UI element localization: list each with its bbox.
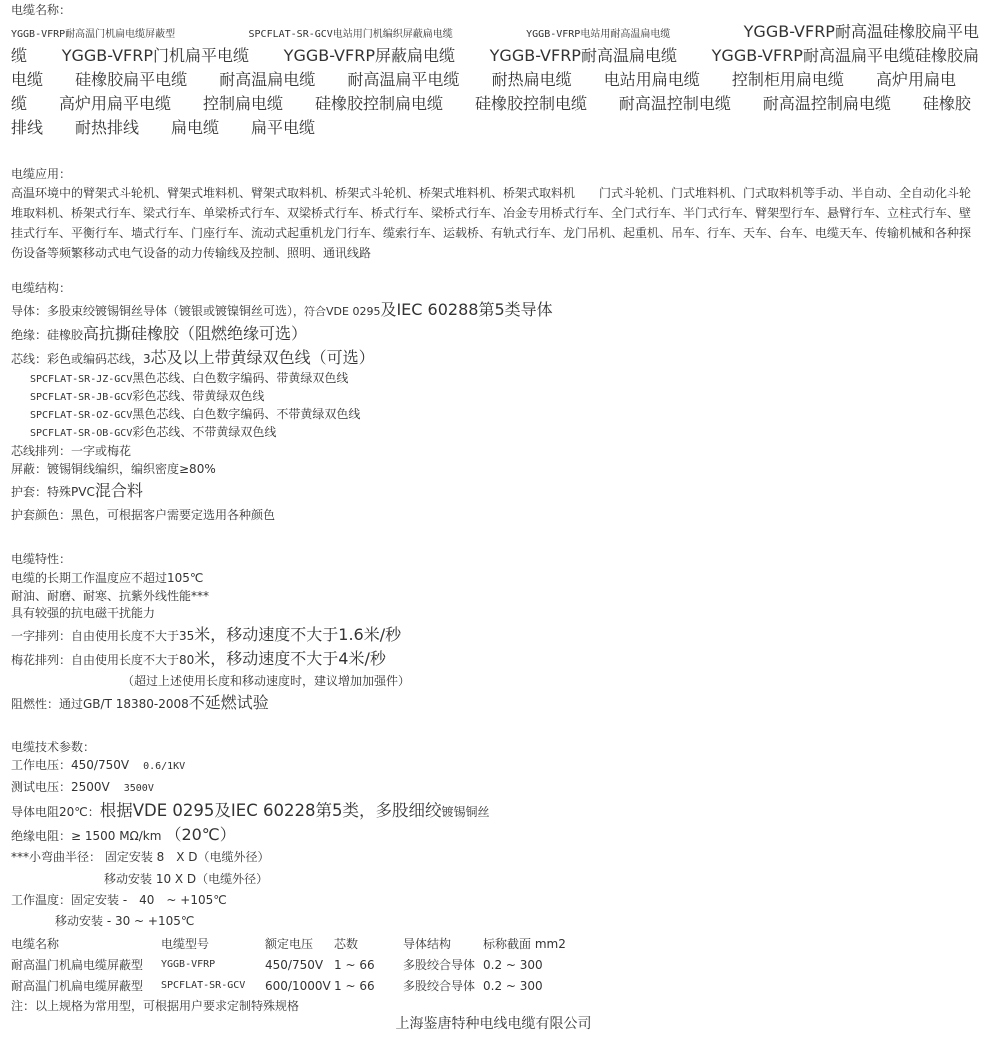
table-cell: 450/750V [265,957,324,972]
section-heading-features: 电缆特性： [11,552,72,566]
table-cell: 多股绞合导体 [403,979,476,993]
keyword-line-2 [11,45,979,67]
keyword: 扁平电缆 [250,118,315,137]
table-header: 导体结构 [403,937,452,951]
working-temp-move: 移动安装 - 30 ~ +105℃ [55,914,195,928]
table-cell: 多股绞合导体 [403,958,476,972]
section-heading-structure: 电缆结构： [11,281,72,295]
table-header: 额定电压 [265,937,314,951]
keyword: YGGB-VFRP耐高温门机扁电缆屏蔽型 [11,29,176,40]
keyword: 硅橡胶控制扁电缆 [314,94,443,113]
section-heading-application: 电缆应用： [11,167,72,181]
keyword: 耐热排线 [74,118,139,137]
table-header: 电缆名称 [11,937,60,951]
table-cell: YGGB-VFRP [161,959,216,970]
core-line [11,347,375,370]
table-cell: 耐高温门机扁电缆屏蔽型 [11,979,144,993]
flat-arrangement-line: 一字排列：自由使用长度不大于35米，移动速度不大于1.6米/秒 [11,625,402,644]
keyword: 电站用扁电缆 [603,70,700,89]
conductor-resistance-line: 导体电阻20℃：根据VDE 0295及IEC 60228第5类，多股细绞镀锡铜丝 [11,801,490,820]
table-cell: SPCFLAT-SR-GCV [161,980,246,991]
core-label: 芯线：彩色或编码芯线，3 [11,352,151,366]
arrangement-line: 芯线排列：一字或梅花 [11,444,132,458]
flame-line: 阻燃性：通过GB/T 18380-2008不延燃试验 [11,693,269,712]
keyword: 排线 [11,118,44,137]
sheath-label: 护套：特殊PVC [11,485,95,499]
keyword-line-5 [11,117,315,139]
table-cell: 1 ~ 66 [334,957,375,972]
table-cell: 1 ~ 66 [334,978,375,993]
table-note: 注：以上规格为常用型，可根据用户要求定制特殊规格 [11,999,300,1013]
conductor-line [11,299,553,323]
keyword-line-4 [11,93,971,115]
keyword: 耐高温控制扁电缆 [762,94,891,113]
model-line: SPCFLAT-SR-OB-GCV彩色芯线、不带黄绿双色线 [30,425,277,439]
keyword: 硅橡胶扁平电缆 [75,70,188,89]
sheath-line [11,480,143,503]
insulation-value: 高抗撕硅橡胶（阻燃绝缘可选） [83,324,308,343]
keyword: 缆 [11,94,28,113]
table-row [11,954,583,975]
keyword: 耐高温扁平电缆 [347,70,460,89]
bend-radius-move: 移动安装 10 X D（电缆外径） [104,872,269,886]
feature-temp: 电缆的长期工作温度应不超过105℃ [11,571,204,585]
keyword: YGGB-VFRP耐高温扁电缆 [489,46,677,65]
keyword: SPCFLAT-SR-GCV电站用门机编织屏蔽扁电缆 [248,29,453,40]
table-cell: 0.2 ~ 300 [483,957,543,972]
keyword: 耐热扁电缆 [491,70,572,89]
shield-line: 屏蔽：镀锡铜线编织，编织密度≥80% [11,462,216,476]
company-name: 上海鉴唐特种电线电缆有限公司 [395,1016,592,1032]
working-temp-line: 工作温度：固定安装 - 40 ~ +105℃ [11,893,227,907]
keyword: 扁电缆 [170,118,219,137]
feature-emi: 具有较强的抗电磁干扰能力 [11,606,156,620]
keyword: 硅橡胶控制电缆 [474,94,587,113]
keyword: YGGB-VFRP耐高温扁平电缆硅橡胶扁 [711,46,979,65]
conductor-class: 及IEC 60288第5类导体 [380,300,553,319]
keyword: YGGB-VFRP耐高温硅橡胶扁平电 [743,22,979,41]
table-header: 电缆型号 [161,937,210,951]
sheath-value: 混合料 [94,481,143,500]
keyword: 控制柜用扁电缆 [731,70,844,89]
keyword: 缆 [11,46,28,65]
conductor-standard: ，符合VDE 0295 [293,305,381,318]
insulation-line [11,323,307,346]
core-value: 芯及以上带黄绿双色线（可选） [150,348,375,367]
plum-arrangement-line: 梅花排列：自由使用长度不大于80米，移动速度不大于4米/秒 [11,649,386,668]
keyword-line-1 [11,21,979,43]
keyword: YGGB-VFRP电站用耐高温扁电缆 [526,29,671,40]
insulation-resistance-line: 绝缘电阻：≥ 1500 MΩ/km （20℃） [11,825,236,844]
table-header: 标称截面 mm2 [483,937,566,951]
keyword: 高炉用扁电 [875,70,956,89]
keyword: 耐高温扁电缆 [219,70,316,89]
keyword: 控制扁电缆 [202,94,283,113]
section-heading-name: 电缆名称： [11,3,72,17]
table-cell: 耐高温门机扁电缆屏蔽型 [11,958,144,972]
feature-note: （超过上述使用长度和移动速度时，建议增加加强件） [122,674,411,688]
voltage-line: 工作电压：450/750V 0.6/1KV [11,758,186,772]
model-line: SPCFLAT-SR-JZ-GCV黑色芯线、白色数字编码、带黄绿双色线 [30,371,349,385]
feature-resist: 耐油、耐磨、耐寒、抗紫外线性能*** [11,589,210,603]
table-header: 芯数 [334,937,359,951]
table-header-row [11,933,583,954]
spec-table [11,933,583,996]
keyword: YGGB-VFRP屏蔽扁电缆 [283,46,455,65]
keyword: 耐高温控制电缆 [618,94,731,113]
keyword: 高炉用扁平电缆 [58,94,171,113]
bend-radius-line: ***小弯曲半径： 固定安装 8 X D（电缆外径） [11,850,270,864]
section-heading-params: 电缆技术参数： [11,740,96,754]
insulation-label: 绝缘：硅橡胶 [11,328,84,342]
table-cell: 0.2 ~ 300 [483,978,543,993]
model-line: SPCFLAT-SR-OZ-GCV黑色芯线、白色数字编码、不带黄绿双色线 [30,407,361,421]
keyword: 电缆 [11,70,44,89]
sheath-color-line: 护套颜色：黑色，可根据客户需要定选用各种颜色 [11,508,276,522]
conductor-label: 导体：多股束绞镀锡铜丝导体（镀银或镀镍铜丝可选） [11,304,294,318]
table-cell: 600/1000V [265,978,331,993]
table-row [11,975,583,996]
keyword: YGGB-VFRP门机扁平电缆 [61,46,249,65]
keyword: 硅橡胶 [922,94,971,113]
model-line: SPCFLAT-SR-JB-GCV彩色芯线、带黄绿双色线 [30,389,265,403]
application-text: 高温环境中的臂架式斗轮机、臂架式堆料机、臂架式取料机、桥架式斗轮机、桥架式堆料机、桥架式取料机 门式斗轮机、门式堆料机、门式取料机等手动、半自动、全自动化斗轮堆取料机、桥架式行车、梁式行车、单梁桥式行车、双梁桥式行车、桥式行车、梁桥式行车、冶金专用桥式行车、全门式行车、半门式行车、臂架型行车、悬臂行车、立柱式行车、壁挂式行车、平衡行车、墙式行车、门座行车、流动式起重机龙门行车、缆索行车、运载桥、有轨式行车、龙门吊机、起重机、吊车、行车、天车、台车、电缆天车、传输机械和各种探伤设备等频繁移动式电气设备的动力传输线及控制、照明、通讯线路 [11,186,972,260]
test-voltage-line: 测试电压：2500V 3500V [11,780,154,794]
keyword-line-3 [11,69,956,91]
